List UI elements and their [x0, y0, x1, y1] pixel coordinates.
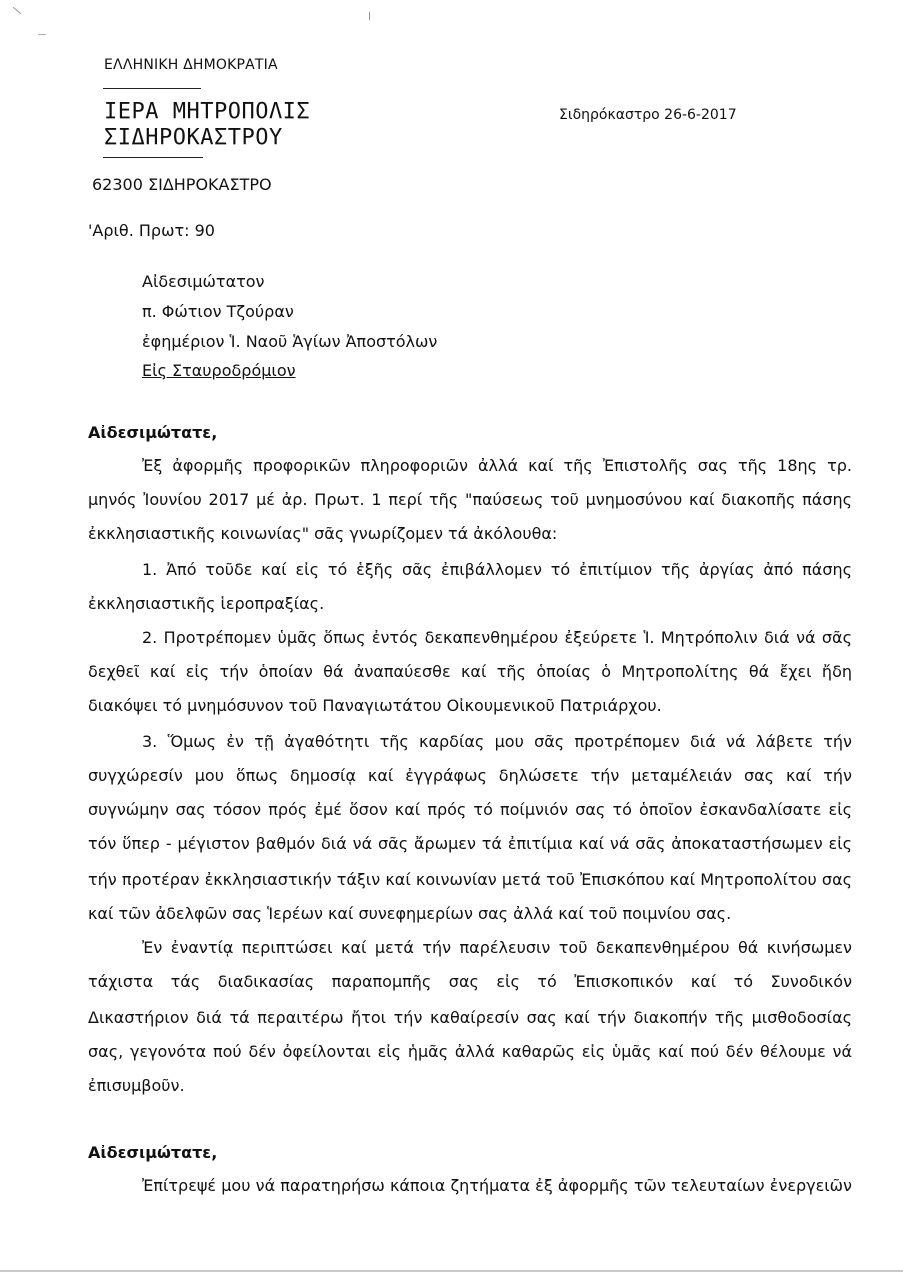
body-line: διακόψει τό μνημόσυνον τοῦ Παναγιωτάτου Οἰκουμενικοῦ Πατριάρχου. — [88, 696, 662, 715]
body-line: ἐκκλησιαστικῆς κοινωνίας" σᾶς γνωρίζομεν τά ἀκόλουθα: — [88, 524, 558, 543]
body-line: Ἐξ ἀφορμῆς προφορικῶν πληροφοριῶν ἀλλά καί τῆς Ἐπιστολῆς σας τῆς 18ης τρ. — [142, 456, 852, 475]
recipient-line: π. Φώτιον Τζούραν — [142, 302, 294, 321]
republic-heading: ΕΛΛΗΝΙΚΗ ΔΗΜΟΚΡΑΤΙΑ — [104, 57, 278, 73]
body-line: σας, γεγονότα πού δέν ὀφείλονται εἰς ἡμᾶς ἀλλά καθαρῶς εἰς ὑμᾶς καί πού δέν θέλουμε νά — [88, 1042, 852, 1061]
metropolis-title-line2: ΣΙΔΗΡΟΚΑΣΤΡΟΥ — [104, 125, 283, 150]
body-line: δεχθεῖ καί εἰς τήν ὁποίαν θά ἀναπαύεσθε καί τῆς ὁποίας ὁ Μητροπολίτης θά ἔχει ἤδη — [88, 662, 852, 681]
body-line: ἐπισυμβοῦν. — [88, 1076, 185, 1095]
recipient-line: ἐφημέριον Ἱ. Ναοῦ Ἁγίων Ἀποστόλων — [142, 332, 438, 351]
body-line: 2. Προτρέπομεν ὑμᾶς ὅπως ἐντός δεκαπενθημέρου ἐξεύρετε Ἱ. Μητρόπολιν διά νά σᾶς — [142, 628, 852, 647]
body-line: Ἐπίτρεψέ μου νά παρατηρήσω κάποια ζητήματα ἐξ ἀφορμῆς τῶν τελευταίων ἐνεργειῶν — [142, 1176, 852, 1195]
body-line: τάχιστα τάς διαδικασίας παραπομπῆς σας εἰς τό Ἐπισκοπικόν καί τό Συνοδικόν — [88, 972, 852, 991]
scan-edge — [0, 1270, 903, 1272]
postal-address: 62300 ΣΙΔΗΡΟΚΑΣΤΡΟ — [92, 175, 272, 194]
body-line: συγχώρεσίν μου ὅπως δημοσίᾳ καί ἐγγράφως δηλώσετε τήν μεταμέλειάν σας καί τήν — [88, 766, 852, 785]
letter-date: Σιδηρόκαστρο 26-6-2017 — [559, 107, 737, 123]
salutation: Αἰδεσιμώτατε, — [88, 423, 218, 442]
scan-mark — [369, 12, 370, 20]
recipient-line: Εἰς Σταυροδρόμιον — [142, 361, 296, 380]
body-line: καί τῶν ἀδελφῶν σας Ἱερέων καί συνεφημερίων σας ἀλλά καί τοῦ ποιμνίου σας. — [88, 904, 732, 923]
body-line: 1. Ἀπό τοῦδε καί εἰς τό ἑξῆς σᾶς ἐπιβάλλομεν τό ἐπιτίμιον τῆς ἀργίας ἀπό πάσης — [142, 560, 852, 579]
body-line: ἐκκλησιαστικῆς ἱεροπραξίας. — [88, 594, 325, 613]
body-line: τόν ὕπερ - μέγιστον βαθμόν διά νά σᾶς ἄρωμεν τά ἐπιτίμια καί νά σᾶς ἀποκαταστήσωμεν εἰς — [88, 834, 852, 853]
recipient-line: Αἰδεσιμώτατον — [142, 272, 265, 291]
metropolis-title-line1: ΙΕΡΑ ΜΗΤΡΟΠΟΛΙΣ — [104, 99, 311, 124]
divider — [103, 157, 203, 158]
body-line: τήν προτέραν ἐκκλησιαστικήν τάξιν καί κοινωνίαν μετά τοῦ Ἐπισκόπου καί Μητροπολίτου σας — [88, 870, 852, 889]
body-line: 3. Ὅμως ἐν τῇ ἀγαθότητι τῆς καρδίας μου σᾶς προτρέπομεν διά νά λάβετε τήν — [142, 732, 852, 751]
scan-mark — [38, 34, 46, 35]
body-line: Ἐν ἐναντίᾳ περιπτώσει καί μετά τήν παρέλευσιν τοῦ δεκαπενθημέρου θά κινήσωμεν — [142, 938, 852, 957]
divider — [103, 88, 201, 89]
scan-mark — [13, 7, 21, 14]
body-line: μηνός Ἰουνίου 2017 μέ ἀρ. Πρωτ. 1 περί τῆς "παύσεως τοῦ μνημοσύνου καί διακοπῆς πάσης — [88, 490, 852, 509]
body-line: συγνώμην σας τόσον πρός ἐμέ ὅσον καί πρός τό ποίμνιόν σας τό ὁποῖον ἐσκανδαλίσατε εἰς — [88, 800, 852, 819]
protocol-number: 'Αριθ. Πρωτ: 90 — [88, 221, 215, 240]
salutation: Αἰδεσιμώτατε, — [88, 1143, 218, 1162]
body-line: Δικαστήριον διά τά περαιτέρω ἤτοι τήν καθαίρεσίν σας καί τήν διακοπήν τῆς μισθοδοσίας — [88, 1008, 852, 1027]
